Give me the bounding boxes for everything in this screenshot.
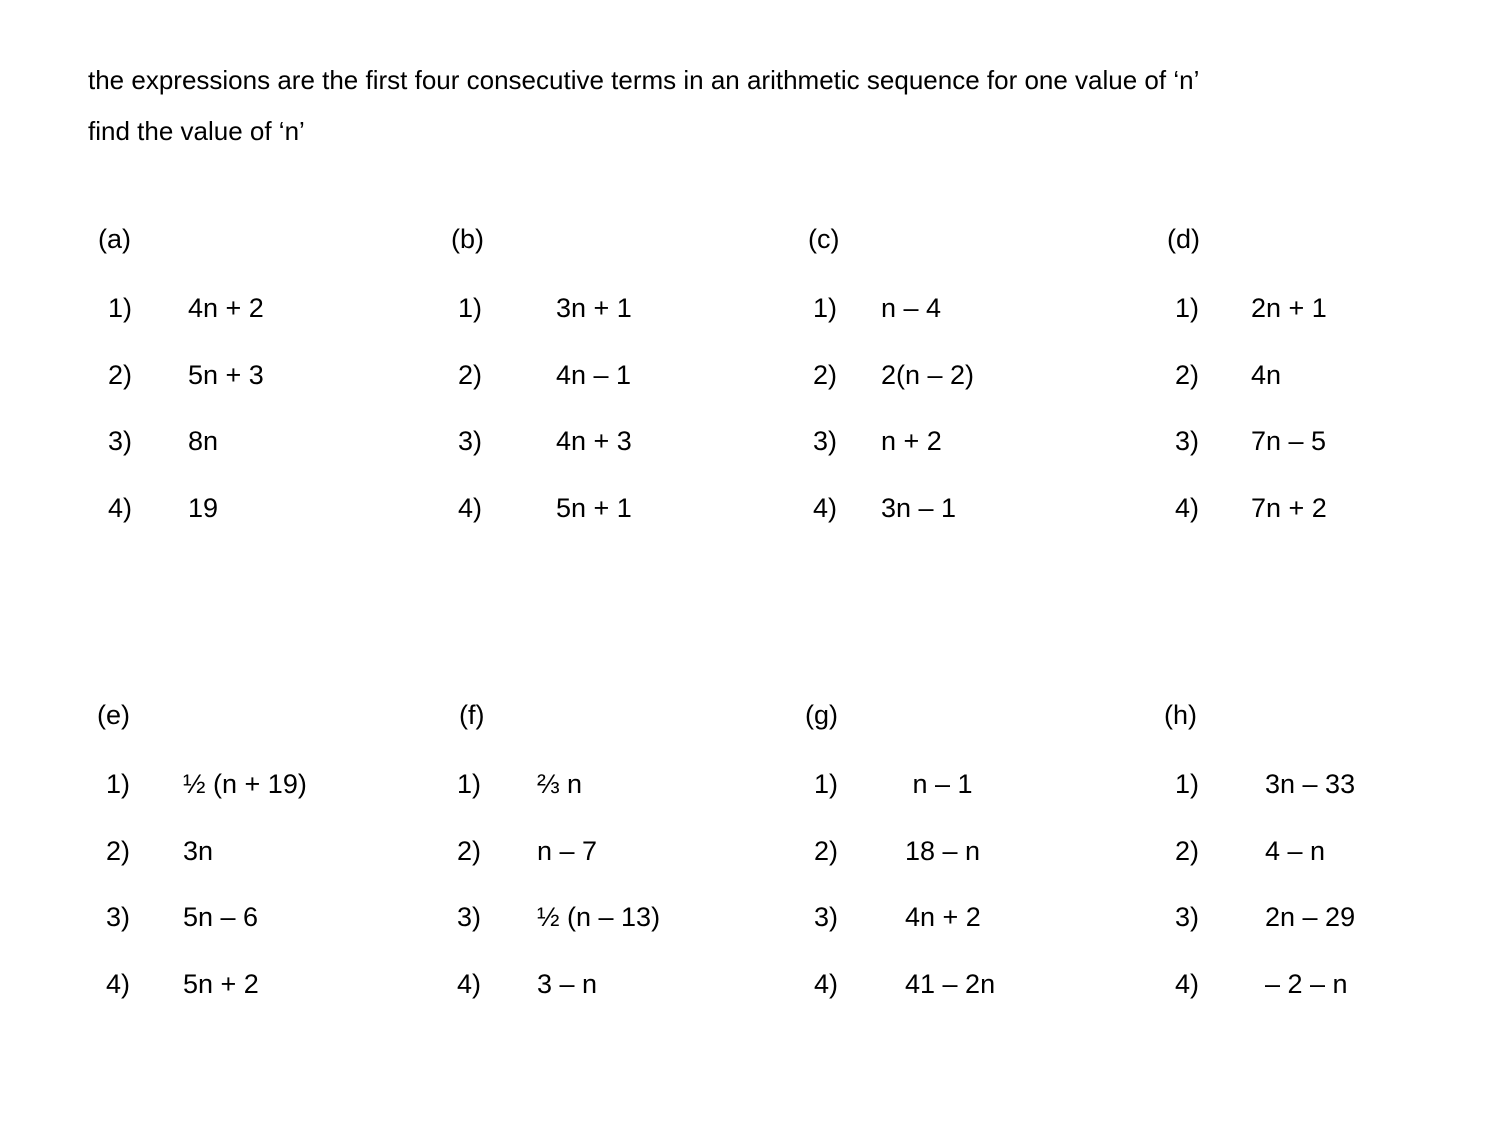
term-number: 1) (108, 293, 133, 323)
problem-label-f: (f) (459, 700, 485, 730)
term-number: 4) (457, 969, 482, 999)
term-number: 3) (1175, 426, 1200, 456)
term-number: 4) (1175, 493, 1200, 523)
term-number: 2) (106, 836, 131, 866)
term-number: 2) (457, 836, 482, 866)
term-expression: 3n – 33 (1265, 769, 1356, 799)
term-expression: 5n + 2 (183, 969, 259, 999)
term-number: 1) (457, 769, 482, 799)
problem-label-e: (e) (97, 700, 130, 730)
term-number: 4) (106, 969, 131, 999)
problem-label-a: (a) (98, 224, 131, 254)
term-number: 1) (1175, 769, 1200, 799)
term-expression: 5n + 3 (188, 360, 264, 390)
term-number: 1) (1175, 293, 1200, 323)
term-number: 3) (814, 902, 839, 932)
term-expression: n – 1 (905, 769, 973, 799)
term-expression: ½ (n + 19) (183, 769, 307, 799)
term-number: 3) (108, 426, 133, 456)
term-number: 2) (814, 836, 839, 866)
term-expression: 7n + 2 (1251, 493, 1327, 523)
term-number: 3) (106, 902, 131, 932)
term-expression: 4n + 3 (556, 426, 632, 456)
term-expression: 4n + 2 (188, 293, 264, 323)
term-expression: 2n + 1 (1251, 293, 1327, 323)
term-number: 3) (813, 426, 838, 456)
term-expression: 5n + 1 (556, 493, 632, 523)
term-expression: 3n – 1 (881, 493, 957, 523)
problem-label-c: (c) (808, 224, 840, 254)
term-number: 4) (814, 969, 839, 999)
instruction-line-2: find the value of ‘n’ (88, 116, 305, 146)
term-expression: n – 4 (881, 293, 942, 323)
term-number: 1) (814, 769, 839, 799)
term-expression: ⅔ n (537, 769, 583, 799)
term-expression: 18 – n (905, 836, 981, 866)
term-number: 2) (1175, 360, 1200, 390)
term-number: 3) (1175, 902, 1200, 932)
term-expression: n + 2 (881, 426, 942, 456)
term-expression: 2(n – 2) (881, 360, 975, 390)
term-number: 4) (108, 493, 133, 523)
term-expression: 3 – n (537, 969, 598, 999)
problem-label-h: (h) (1164, 700, 1197, 730)
term-number: 1) (813, 293, 838, 323)
term-number: 4) (458, 493, 483, 523)
term-expression: 3n (183, 836, 214, 866)
problem-label-d: (d) (1167, 224, 1200, 254)
term-expression: 8n (188, 426, 219, 456)
term-number: 2) (1175, 836, 1200, 866)
term-expression: 5n – 6 (183, 902, 259, 932)
term-number: 2) (108, 360, 133, 390)
term-expression: n – 7 (537, 836, 598, 866)
term-number: 2) (458, 360, 483, 390)
term-expression: 41 – 2n (905, 969, 996, 999)
term-expression: 4n + 2 (905, 902, 981, 932)
term-number: 4) (1175, 969, 1200, 999)
term-expression: 19 (188, 493, 219, 523)
term-number: 1) (106, 769, 131, 799)
term-expression: – 2 – n (1265, 969, 1348, 999)
term-number: 1) (458, 293, 483, 323)
term-number: 3) (457, 902, 482, 932)
problem-label-b: (b) (451, 224, 484, 254)
instruction-line-1: the expressions are the first four consecutive terms in an arithmetic sequence for one value of ‘n’ (88, 65, 1200, 95)
term-number: 4) (813, 493, 838, 523)
term-expression: 2n – 29 (1265, 902, 1356, 932)
term-number: 2) (813, 360, 838, 390)
problem-label-g: (g) (805, 700, 838, 730)
term-expression: 3n + 1 (556, 293, 632, 323)
term-expression: 4n – 1 (556, 360, 632, 390)
term-number: 3) (458, 426, 483, 456)
term-expression: 4n (1251, 360, 1282, 390)
term-expression: 4 – n (1265, 836, 1326, 866)
term-expression: ½ (n – 13) (537, 902, 661, 932)
term-expression: 7n – 5 (1251, 426, 1327, 456)
